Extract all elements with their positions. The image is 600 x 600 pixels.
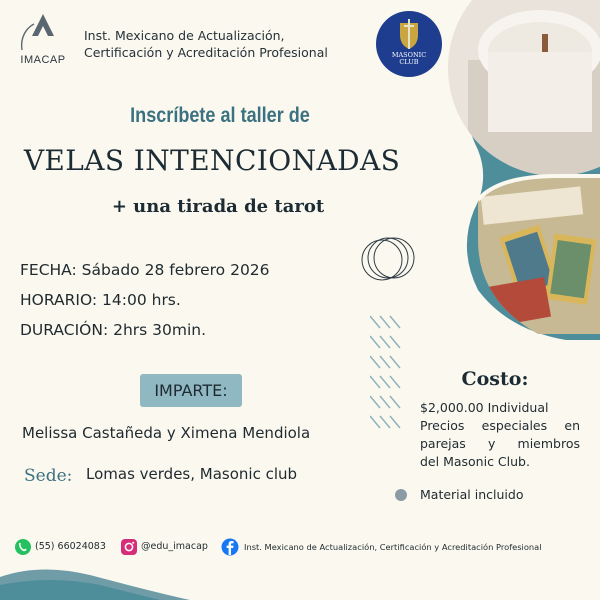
- cost-details: [420, 399, 580, 471]
- instagram-icon[interactable]: [120, 538, 138, 556]
- club-logo-line-1: MASONIC: [391, 51, 427, 59]
- imparte-label: IMPARTE:: [140, 374, 242, 407]
- instagram-handle[interactable]: @edu_imacap: [141, 541, 208, 552]
- workshop-subtitle: Inscríbete al taller de: [130, 104, 310, 127]
- speakers-names: Melissa Castañeda y Ximena Mendiola: [22, 424, 311, 442]
- decorative-hatch-lines: [370, 312, 408, 442]
- footer-wave-shape: [0, 555, 600, 600]
- imacap-mark-icon: [18, 10, 68, 56]
- phone-number[interactable]: (55) 66024083: [35, 541, 106, 552]
- cost-line-4: del Masonic Club.: [420, 454, 530, 469]
- event-duration: DURACIÓN: 2hrs 30min.: [20, 321, 207, 339]
- sede-label: Sede:: [24, 466, 73, 486]
- tarot-tagline: + una tirada de tarot: [111, 196, 325, 217]
- facebook-icon[interactable]: [221, 538, 239, 556]
- cost-line-1: $2,000.00 Individual: [420, 400, 549, 415]
- sede-value: Lomas verdes, Masonic club: [86, 465, 298, 483]
- decorative-circles-icon: [358, 232, 418, 286]
- workshop-title: VELAS INTENCIONADAS: [23, 144, 401, 177]
- cost-title: Costo:: [461, 368, 529, 390]
- bullet-dot-icon: [395, 489, 407, 501]
- event-time: HORARIO: 14:00 hrs.: [20, 291, 181, 309]
- institution-line-2: Certificación y Acreditación Profesional: [84, 45, 328, 60]
- decorative-photo-collage: [438, 0, 600, 340]
- tarot-cards-photo: [468, 170, 600, 340]
- material-included: Material incluido: [420, 487, 524, 502]
- event-date: FECHA: Sábado 28 febrero 2026: [20, 261, 270, 279]
- cost-line-3: parejas y miembros: [420, 436, 580, 451]
- whatsapp-icon[interactable]: [14, 538, 32, 556]
- club-logo-line-2: CLUB: [399, 58, 419, 66]
- institution-line-1: Inst. Mexicano de Actualización,: [84, 28, 285, 43]
- facebook-page[interactable]: Inst. Mexicano de Actualización, Certificación y Acreditación Profesional: [244, 542, 542, 552]
- cost-line-2: Precios especiales en: [420, 418, 580, 433]
- institution-name: [84, 27, 374, 61]
- imacap-logo: [18, 10, 68, 72]
- masonic-club-logo: [376, 11, 442, 77]
- masonic-crest-icon: [376, 11, 442, 77]
- imacap-logo-text: IMACAP: [20, 54, 66, 66]
